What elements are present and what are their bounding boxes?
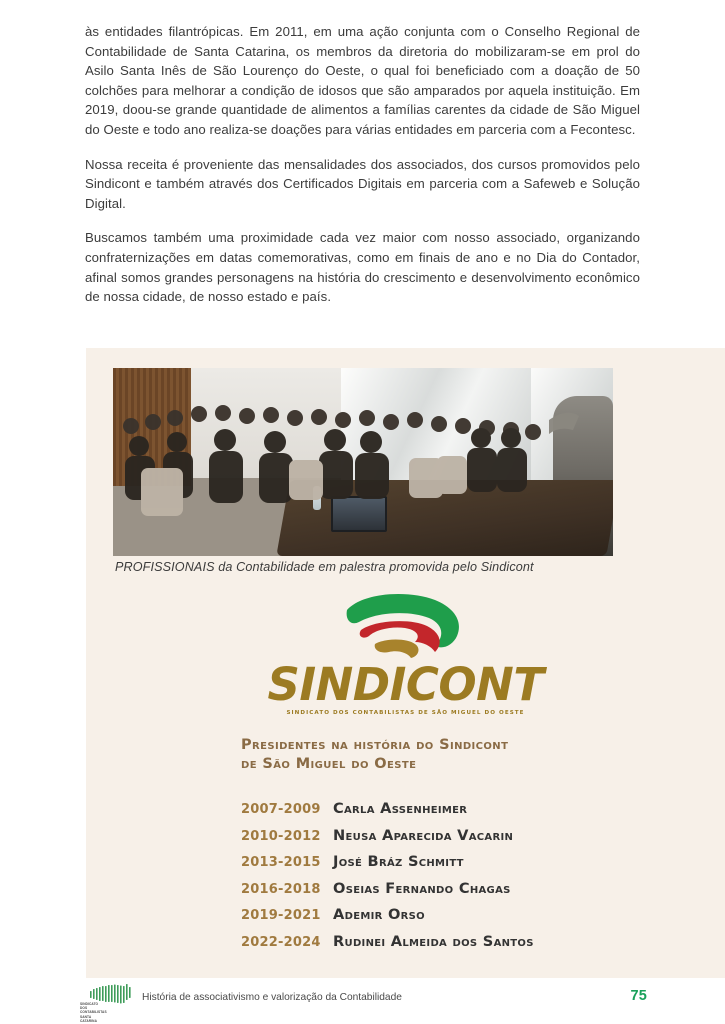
list-item <box>241 880 681 897</box>
presidents-heading-line2: de São Miguel do Oeste <box>241 756 417 772</box>
president-name: Neusa Aparecida Vacarin <box>333 826 514 844</box>
list-item <box>241 827 681 844</box>
emblem-svg <box>331 588 481 660</box>
footer-logo-text-line2: DOS CONTABILISTAS <box>80 1006 107 1015</box>
sindicont-emblem-icon <box>331 588 481 660</box>
sindicont-wordmark: SINDICONT <box>267 658 544 711</box>
president-name: Ademir Orso <box>333 906 425 923</box>
fecontesc-logo-icon <box>80 982 136 1023</box>
president-name: Rudinei Almeida dos Santos <box>333 932 534 950</box>
paragraph-2: Nossa receita é proveniente das mensalidades dos associados, dos cursos promovidos pelo Sindicont e também através dos Certificados Digitais em parceria com a Safeweb e Solução Digital. <box>85 156 640 211</box>
president-years: 2016-2018 <box>241 881 321 897</box>
president-years: 2010-2012 <box>241 828 321 844</box>
list-item <box>241 933 681 950</box>
list-item <box>241 800 681 817</box>
president-years: 2013-2015 <box>241 855 321 870</box>
president-name: Carla Assenheimer <box>333 800 468 817</box>
president-years: 2007-2009 <box>241 802 321 817</box>
lecture-photo <box>113 368 613 556</box>
sindicont-subtitle: SINDICATO DOS CONTABILISTAS DE SÃO MIGUEL DO OESTE <box>286 710 525 716</box>
president-name: Oseias Fernando Chagas <box>333 879 511 897</box>
footer-logo-text-line3: SANTA CATARINA <box>80 1014 97 1023</box>
footer-caption: História de associativismo e valorização da Contabilidade <box>142 992 402 1003</box>
list-item <box>241 853 681 870</box>
page-number: 75 <box>630 988 647 1004</box>
presidents-list <box>241 800 681 959</box>
highlight-panel <box>86 348 725 978</box>
president-name: José Bráz Schmitt <box>333 853 464 870</box>
photo-caption: PROFISSIONAIS da Contabilidade em palestra promovida pelo Sindicont <box>115 560 534 574</box>
list-item <box>241 906 681 923</box>
article-text <box>85 22 640 307</box>
footer-logo-text-line1: SINDICATO <box>80 1002 99 1006</box>
photo-audience-overlay <box>113 368 613 556</box>
footer-logo-text <box>80 1002 108 1023</box>
sindicont-logo <box>86 588 725 716</box>
paragraph-3: Buscamos também uma proximidade cada vez maior com nosso associado, organizando confraternizações em datas comemorativas, como em finais de ano e no Dia do Contador, afinal somos grandes personagens na história do crescimento e desenvolvimento econômico de nossa cidade, de nosso estado e país. <box>85 230 640 305</box>
page-footer <box>0 978 725 1024</box>
presidents-heading-line1: Presidentes na história do Sindicont <box>241 737 509 753</box>
president-years: 2019-2021 <box>241 908 321 923</box>
president-years: 2022-2024 <box>241 934 321 950</box>
presidents-heading <box>241 736 661 774</box>
paragraph-1: às entidades filantrópicas. Em 2011, em uma ação conjunta com o Conselho Regional de Contabilidade de Santa Catarina, os membros da diretoria do mobilizaram-se em prol do Asilo Santa Inês de São Lourenço do Oeste, o qual foi beneficiado com a doação de 50 colchões para melhorar a condição de idosos que são amparados por aquela instituição. Em 2019, doou-se grande quantidade de alimentos a famílias carentes da cidade de São Miguel do Oeste e todo ano realiza-se doações para várias entidades em parceria com a Fecontesc. <box>85 24 640 137</box>
photo-image <box>113 368 613 556</box>
